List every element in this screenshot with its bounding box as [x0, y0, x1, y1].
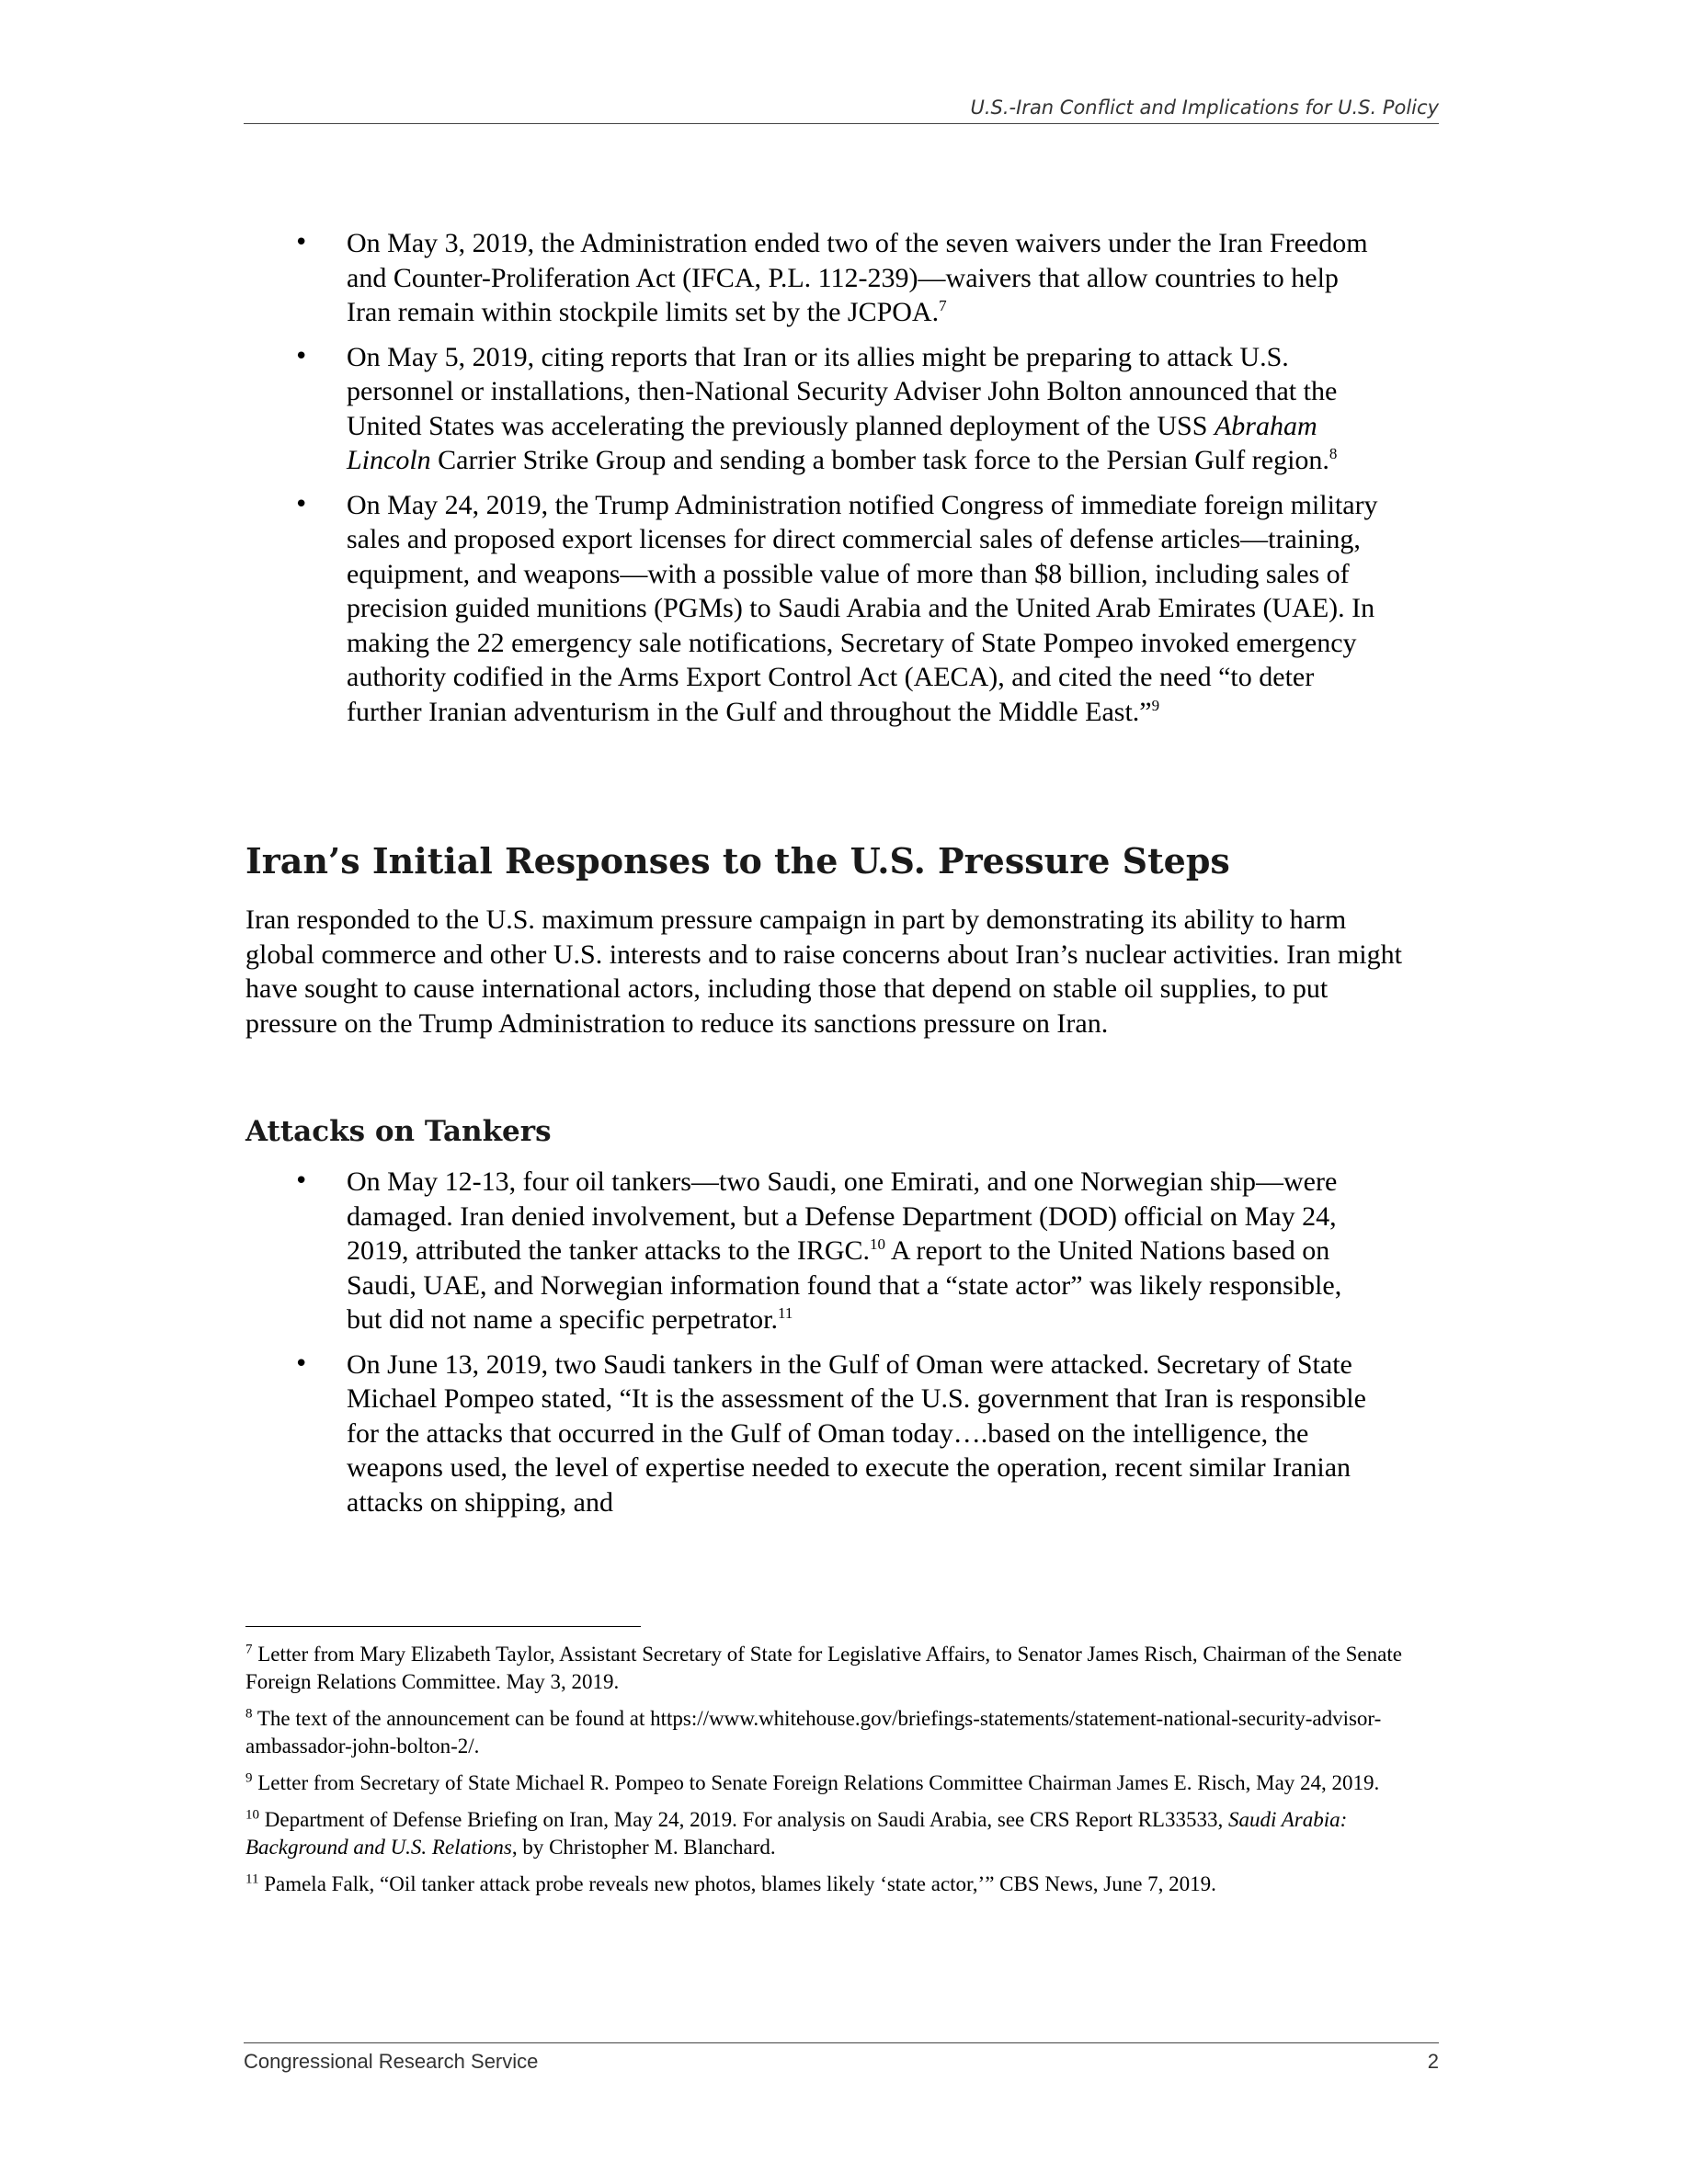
running-header: U.S.-Iran Conflict and Implications for U.S. Policy: [244, 96, 1439, 124]
bullet-icon: •: [294, 1167, 309, 1195]
bullet-icon: •: [294, 229, 309, 256]
bullet-icon: •: [294, 1349, 309, 1378]
footnote-ref[interactable]: 10: [870, 1235, 886, 1253]
running-footer: [244, 2042, 1439, 2075]
footnote-ref[interactable]: 8: [1329, 445, 1338, 462]
footnote: $^8$ The text of the announcement can be found at https://www.whitehouse.gov/briefings-statements/statement-national-security-advisor-ambassador-john-bolton-2/.: [245, 1706, 1382, 1757]
publisher-name: Congressional Research Service: [244, 2050, 539, 2073]
subsection-heading: Attacks on Tankers: [245, 1115, 552, 1148]
bullet-list-tanker-attacks: [294, 1165, 1379, 1530]
footnote: $^9$ Letter from Secretary of State Michael R. Pompeo to Senate Foreign Relations Committee Chairman James E. Risch, May 24, 2019.: [245, 1770, 1380, 1794]
section-paragraph: Iran responded to the U.S. maximum pressure campaign in part by demonstrating its ability to harm global commerce and other U.S. interests and to raise concerns about Iran’s nuclear activities. Iran might have sought to cause international actors, including those that depend on stable oil supplies, to put pressure on the Trump Administration to reduce its sanctions pressure on Iran.: [245, 904, 1402, 1039]
page-number: 2: [1427, 2050, 1439, 2073]
list-item: • On May 12-13, four oil tankers—two Saudi, one Emirati, and one Norwegian ship—were damaged. Iran denied involvement, but a Defense Department (DOD) official on May 24, 2019, attributed the tanker attacks to the IRGC.$^{10}$ A report to the United Nations based on Saudi, UAE, and Norwegian information found that a “state actor” was likely responsible, but did not name a specific perpetrator.$^{11}$: [294, 1166, 1342, 1335]
list-item: • On May 5, 2019, citing reports that Iran or its allies might be preparing to attack U.S. personnel or installations, then-National Security Adviser John Bolton announced that the United States was accelerating the previously planned deployment of the USS Abraham Lincoln Carrier Strike Group and sending a bomber task force to the Persian Gulf region.$^8$: [294, 341, 1338, 475]
list-item: • On June 13, 2019, two Saudi tankers in the Gulf of Oman were attacked. Secretary of State Michael Pompeo stated, “It is the assessment of the U.S. government that Iran is responsible for the attacks that occurred in the Gulf of Oman today….based on the intelligence, the weapons used, the level of expertise needed to execute the operation, recent similar Iranian attacks on shipping, and: [294, 1348, 1366, 1518]
footnote: $^7$ Letter from Mary Elizabeth Taylor, Assistant Secretary of State for Legislative Affairs, to Senator James Risch, Chairman of the Senate Foreign Relations Committee. May 3, 2019.: [245, 1642, 1402, 1693]
bullet-icon: •: [294, 342, 309, 370]
footnote-ref[interactable]: 7: [939, 297, 947, 314]
bullet-icon: •: [294, 490, 309, 518]
list-item: • On May 24, 2019, the Trump Administration notified Congress of immediate foreign military sales and proposed export licenses for direct commercial sales of defense articles—training, equipment, and weapons—with a possible value of more than $8 billion, including sales of precision guided munitions (PGMs) to Saudi Arabia and the United Arab Emirates (UAE). In making the 22 emergency sale notifications, Secretary of State Pompeo invoked emergency authority codified in the Arms Export Control Act (AECA), and cited the need “to deter further Iranian adventurism in the Gulf and throughout the Middle East.”$^9$: [294, 489, 1378, 727]
footnotes: [245, 1641, 1431, 1907]
list-item: • On May 3, 2019, the Administration ended two of the seven waivers under the Iran Freedom and Counter-Proliferation Act (IFCA, P.L. 112-239)—waivers that allow countries to help Iran remain within stockpile limits set by the JCPOA.$^7$: [294, 228, 1368, 327]
footnote-divider: [245, 1626, 641, 1627]
section-heading: Iran’s Initial Responses to the U.S. Pressure Steps: [245, 840, 1230, 882]
bullet-list-waivers: [294, 226, 1379, 739]
footnote-ref[interactable]: 11: [778, 1304, 793, 1322]
footnote: $^{10}$ Department of Defense Briefing on Iran, May 24, 2019. For analysis on Saudi Arabia, see CRS Report RL33533, Saudi Arabia: Background and U.S. Relations, by Christopher M. Blanchard.: [245, 1807, 1348, 1859]
footnote: $^{11}$ Pamela Falk, “Oil tanker attack probe reveals new photos, blames likely ‘state actor,’” CBS News, June 7, 2019.: [245, 1871, 1216, 1895]
footnote-ref[interactable]: 9: [1151, 696, 1160, 714]
